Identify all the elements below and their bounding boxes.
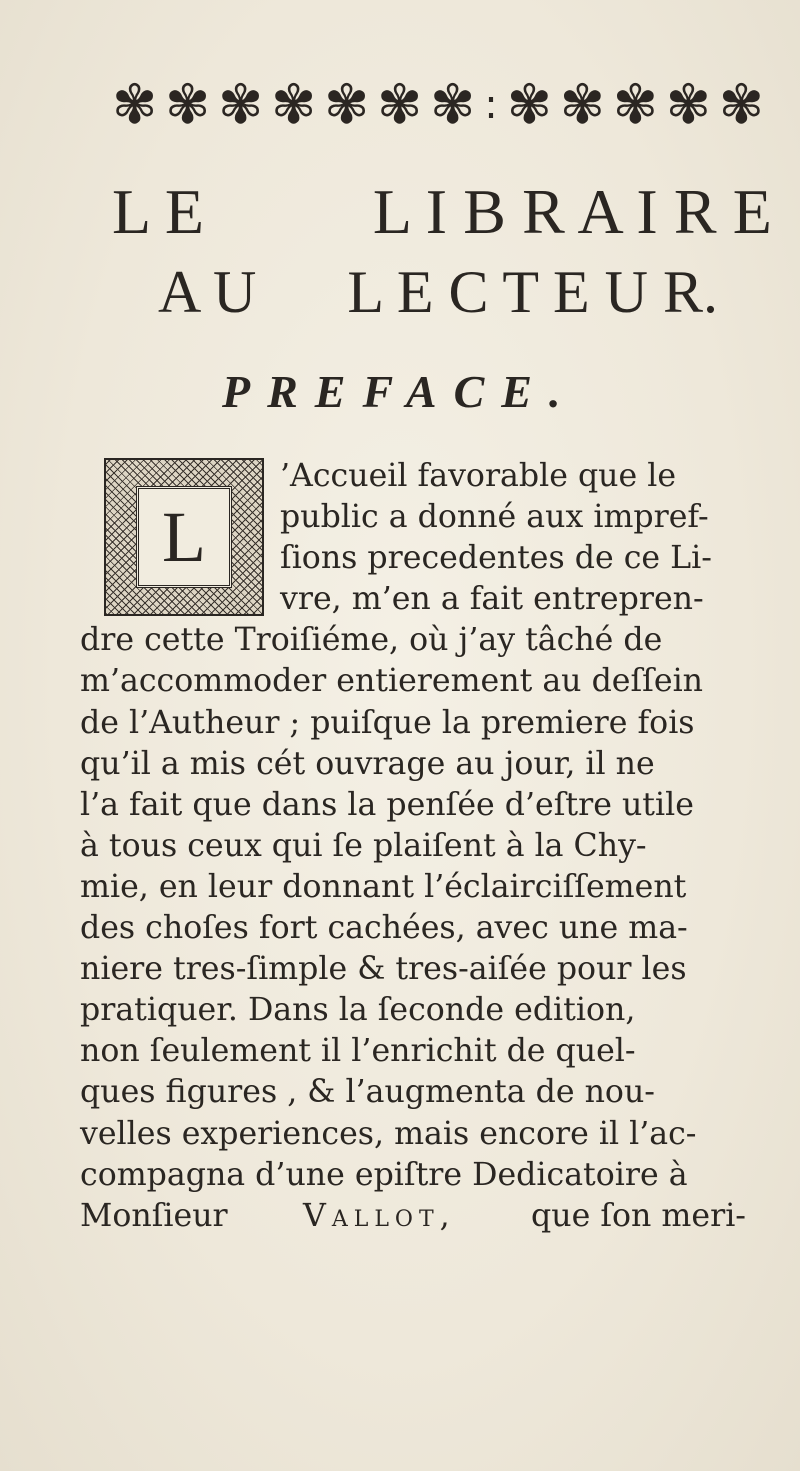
text-line: à tous ceux qui ſe plaiſent à la Chy- — [80, 827, 647, 864]
heading-word: L I B R A I R E — [372, 176, 772, 247]
text-fragment: que ſon meri- — [531, 1197, 746, 1234]
fleuron-icon: ✾ — [165, 73, 211, 136]
text-line: mie, en leur donnant l’éclairciſſement — [80, 868, 687, 905]
fleuron-icon: ✾ — [430, 73, 476, 136]
text-line: vre, m’en a fait entrepren- — [280, 581, 704, 618]
heading-word: L E — [112, 176, 205, 247]
text-line: velles experiences, mais encore il l’ac- — [80, 1115, 697, 1152]
fleuron-icon: ✾ — [271, 73, 317, 136]
text-line: compagna d’une epiſtre Dedicatoire à — [80, 1156, 688, 1193]
fleuron-icon: ✾ — [377, 73, 423, 136]
initial-letter: L — [162, 497, 206, 577]
fleuron-icon: ✾ — [665, 73, 711, 136]
text-line: niere tres-ſimple & tres-aiſée pour les — [80, 951, 687, 988]
person-name: Vallot, — [303, 1197, 456, 1234]
text-line: l’a fait que dans la penſée d’eſtre utile — [80, 786, 694, 823]
text-line: non ſeulement il l’enrichit de quel- — [80, 1033, 636, 1070]
ornament-separator: : — [484, 82, 498, 128]
text-line: ſions precedentes de ce Li- — [280, 540, 712, 577]
text-line: ques figures , & l’augmenta de nou- — [80, 1074, 655, 1111]
section-title: PREFACE. — [222, 366, 578, 417]
text-line: des choſes fort cachées, avec une ma- — [80, 910, 688, 947]
text-line: qu’il a mis cét ouvrage au jour, il ne — [80, 745, 655, 782]
heading-line-1 — [112, 172, 772, 252]
fleuron-icon: ✾ — [612, 73, 658, 136]
heading-line-2 — [158, 254, 718, 330]
text-line: ’Accueil favorable que le — [280, 458, 677, 494]
text-line: de l’Autheur ; puiſque la premiere fois — [80, 704, 695, 741]
headpiece-ornament — [112, 72, 764, 138]
text-line: pratiquer. Dans la ſeconde edition, — [80, 992, 636, 1029]
text-line: dre cette Troiſiéme, où j’ay tâché de — [80, 622, 663, 659]
preface-paragraph — [80, 456, 746, 1237]
text-line: m’accommoder entierement au deſſein — [80, 663, 704, 700]
heading-word: A U — [158, 259, 257, 325]
fleuron-icon: ✾ — [218, 73, 264, 136]
fleuron-icon: ✾ — [324, 73, 370, 136]
text-fragment: Monſieur — [80, 1197, 228, 1234]
heading-word: L E C T E U R. — [347, 259, 718, 325]
fleuron-icon: ✾ — [559, 73, 605, 136]
text-line-last — [80, 1196, 746, 1237]
fleuron-icon: ✾ — [506, 73, 552, 136]
fleuron-icon: ✾ — [718, 73, 764, 136]
text-line: public a donné aux impref- — [280, 499, 709, 536]
fleuron-icon: ✾ — [112, 73, 158, 136]
